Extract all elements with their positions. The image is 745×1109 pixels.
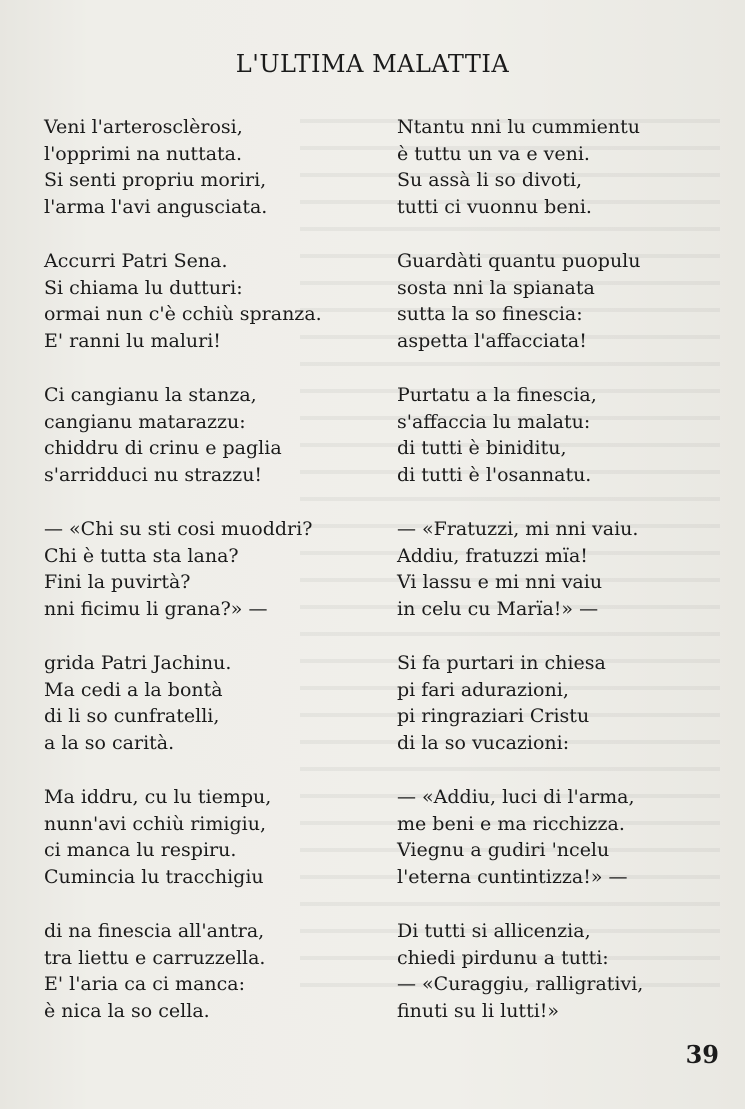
verse-line: E' l'aria ca ci manca: xyxy=(44,973,246,995)
verse-line: aspetta l'affacciata! xyxy=(397,329,587,352)
verse-line: ormai nun c'è cchiù spranza. xyxy=(44,303,322,325)
stanza xyxy=(44,784,322,918)
poem-title: L'ULTIMA MALATTIA xyxy=(235,50,510,78)
verse-line: di la so vucazioni: xyxy=(397,731,570,754)
verse-line: in celu cu Marïa!» — xyxy=(397,597,599,620)
verse-line: tutti ci vuonnu beni. xyxy=(397,195,592,218)
verse-line: Accurri Patri Sena. xyxy=(44,250,228,272)
stanza xyxy=(397,382,643,516)
verse-line: Fini la puvirtà? xyxy=(44,571,191,593)
verse-line: nni ficimu li grana?» — xyxy=(44,597,268,620)
verse-line: me beni e ma ricchizza. xyxy=(397,812,625,835)
verse-line: s'affaccia lu malatu: xyxy=(397,410,591,433)
verse-line: cangianu matarazzu: xyxy=(44,410,246,433)
verse-line: — «Curaggiu, ralligrativi, xyxy=(397,973,644,995)
stanza xyxy=(397,918,643,1052)
verse-line: Guardàti quantu puopulu xyxy=(397,250,641,272)
verse-line: Chi è tutta sta lana? xyxy=(44,544,239,567)
verse-line: — «Fratuzzi, mi nni vaiu. xyxy=(397,518,639,540)
left-column xyxy=(44,114,322,1052)
stanza xyxy=(44,918,322,1052)
verse-line: l'arma l'avi angusciata. xyxy=(44,195,268,218)
stanza xyxy=(44,114,322,248)
verse-line: Si chiama lu dutturi: xyxy=(44,276,243,299)
verse-line: finuti su li lutti!» xyxy=(397,999,560,1022)
verse-line: nunn'avi cchiù rimigiu, xyxy=(44,812,266,835)
verse-line: pi ringraziari Cristu xyxy=(397,705,590,727)
verse-line: Ma iddru, cu lu tiempu, xyxy=(44,786,272,808)
verse-line: chiddru di crinu e paglia xyxy=(44,437,282,459)
verse-line: Su assà li so divoti, xyxy=(397,169,583,191)
verse-line: grida Patri Jachinu. xyxy=(44,652,232,674)
stanza xyxy=(44,650,322,784)
stanza xyxy=(44,382,322,516)
stanza xyxy=(397,784,643,918)
verse-line: chiedi pirdunu a tutti: xyxy=(397,946,609,969)
verse-line: l'eterna cuntintizza!» — xyxy=(397,865,628,888)
verse-line: l'opprimi na nuttata. xyxy=(44,142,243,165)
stanza xyxy=(44,516,322,650)
page-number: 39 xyxy=(685,1040,719,1069)
verse-line: di na finescia all'antra, xyxy=(44,920,265,942)
verse-line: Vi lassu e mi nni vaiu xyxy=(397,571,603,593)
verse-line: di tutti è biniditu, xyxy=(397,437,567,459)
verse-line: di tutti è l'osannatu. xyxy=(397,463,592,486)
verse-line: Ma cedi a la bontà xyxy=(44,678,223,701)
verse-line: di li so cunfratelli, xyxy=(44,705,220,727)
stanza xyxy=(397,516,643,650)
stanza xyxy=(397,114,643,248)
verse-line: è nica la so cella. xyxy=(44,999,210,1022)
verse-line: s'arridduci nu strazzu! xyxy=(44,463,263,486)
verse-line: Si senti propriu moriri, xyxy=(44,169,267,191)
verse-line: Di tutti si allicenzia, xyxy=(397,920,591,942)
right-column xyxy=(397,114,643,1052)
stanza xyxy=(397,650,643,784)
verse-line: Cumincia lu tracchigiu xyxy=(44,865,264,888)
verse-line: Ci cangianu la stanza, xyxy=(44,384,257,406)
verse-line: sutta la so finescia: xyxy=(397,303,583,325)
verse-line: Veni l'arterosclèrosi, xyxy=(44,116,243,138)
verse-line: — «Chi su sti cosi muoddri? xyxy=(44,518,313,540)
verse-line: Ntantu nni lu cummientu xyxy=(397,116,641,138)
verse-line: E' ranni lu maluri! xyxy=(44,329,221,352)
verse-line: ci manca lu respiru. xyxy=(44,839,237,861)
verse-line: tra liettu e carruzzella. xyxy=(44,946,266,969)
verse-line: a la so carità. xyxy=(44,731,175,754)
verse-line: Addiu, fratuzzi mïa! xyxy=(397,544,588,567)
verse-line: pi fari adurazioni, xyxy=(397,678,569,701)
stanza xyxy=(44,248,322,382)
verse-line: sosta nni la spianata xyxy=(397,276,595,299)
verse-line: Si fa purtari in chiesa xyxy=(397,652,606,674)
verse-line: Viegnu a gudiri 'ncelu xyxy=(397,839,610,861)
verse-line: Purtatu a la finescia, xyxy=(397,384,597,406)
verse-line: — «Addiu, luci di l'arma, xyxy=(397,786,635,808)
stanza xyxy=(397,248,643,382)
verse-line: è tuttu un va e veni. xyxy=(397,142,590,165)
